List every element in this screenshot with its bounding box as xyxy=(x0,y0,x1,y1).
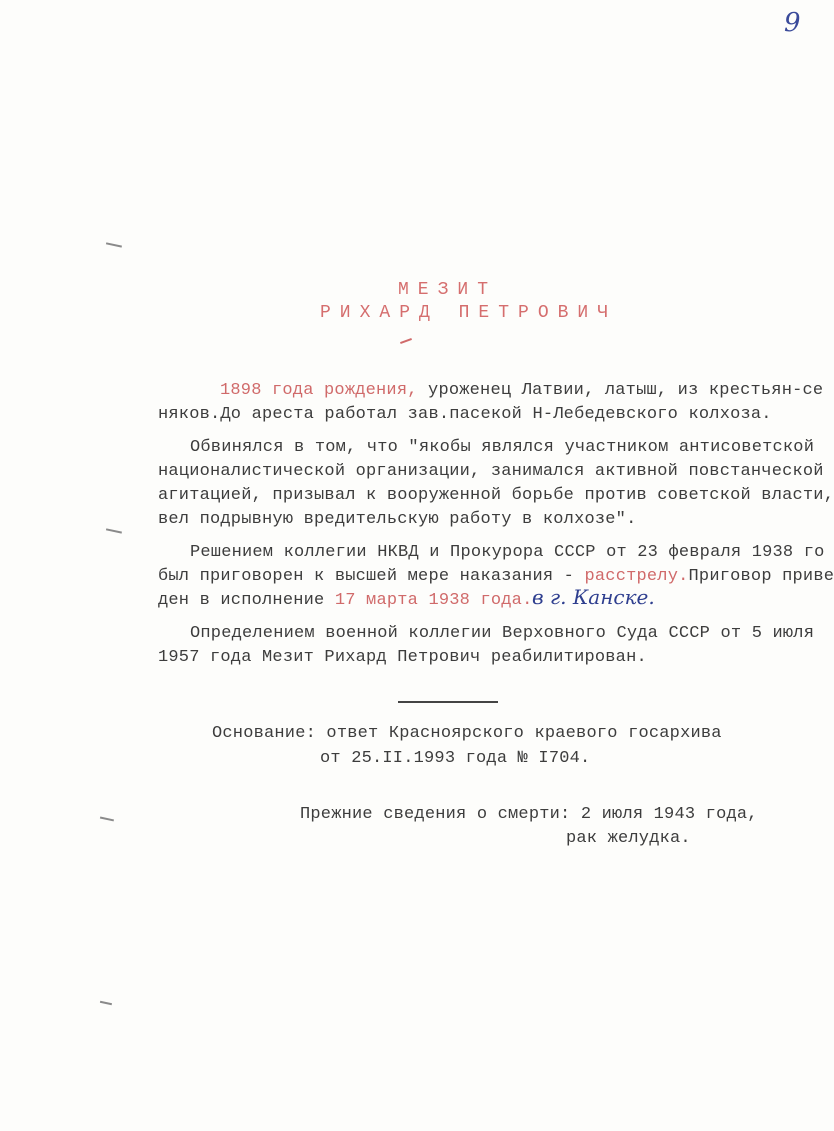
previous-info-line-2: рак желудка. xyxy=(566,829,691,848)
paragraph-sentence-line-2 xyxy=(158,566,834,588)
title-name: РИХАРД ПЕТРОВИЧ xyxy=(320,303,618,323)
paragraph-rehabilitation-line-2: 1957 года Мезит Рихард Петрович реабилитирован. xyxy=(158,648,647,667)
paragraph-accusation-line-1: Обвинялся в том, что "якобы являлся участником антисоветской xyxy=(190,438,815,457)
paragraph-sentence-line-1: Решением коллегии НКВД и Прокурора СССР от 23 февраля 1938 го xyxy=(190,543,825,562)
execution-text: расстрелу. xyxy=(584,567,689,586)
handwritten-place-note: в г. Канске. xyxy=(532,585,655,609)
title-surname: МЕЗИТ xyxy=(398,280,498,300)
paragraph-sentence-line-3 xyxy=(158,590,532,612)
section-divider xyxy=(398,701,498,703)
sentence-text: был приговорен к высшей мере наказания - xyxy=(158,567,575,586)
paragraph-rehabilitation-line-1: Определением военной коллегии Верховного Суда СССР от 5 июля xyxy=(190,624,815,643)
paragraph-biography-line-2: няков.До ареста работал зав.пасекой Н-Лебедевского колхоза. xyxy=(158,405,772,424)
red-tick-mark xyxy=(400,338,412,344)
margin-mark xyxy=(106,528,122,533)
paragraph-biography-line-1 xyxy=(220,380,823,402)
basis-line-1: Основание: ответ Красноярского краевого госархива xyxy=(212,724,722,743)
execution-date-text: 17 марта 1938 года. xyxy=(334,591,533,610)
paragraph-accusation-line-4: вел подрывную вредительскую работу в колхозе". xyxy=(158,510,637,529)
margin-mark xyxy=(100,1001,112,1005)
verdict-text: Приговор приве xyxy=(688,567,834,586)
paragraph-accusation-line-3: агитацией, призывал к вооруженной борьбе против советской власти, xyxy=(158,486,834,505)
paragraph-accusation-line-2: националистической организации, занимался активной повстанческой xyxy=(158,462,824,481)
margin-mark xyxy=(106,242,122,247)
previous-info-line-1: Прежние сведения о смерти: 2 июля 1943 года, xyxy=(300,805,758,824)
basis-line-2: от 25.II.1993 года № I704. xyxy=(320,749,591,768)
page-number: 9 xyxy=(784,8,801,38)
margin-mark xyxy=(100,817,114,821)
executed-text: ден в исполнение xyxy=(158,591,325,610)
origin-text: уроженец Латвии, латыш, из крестьян-се xyxy=(428,381,824,400)
birth-year-text: 1898 года рождения, xyxy=(220,381,418,400)
